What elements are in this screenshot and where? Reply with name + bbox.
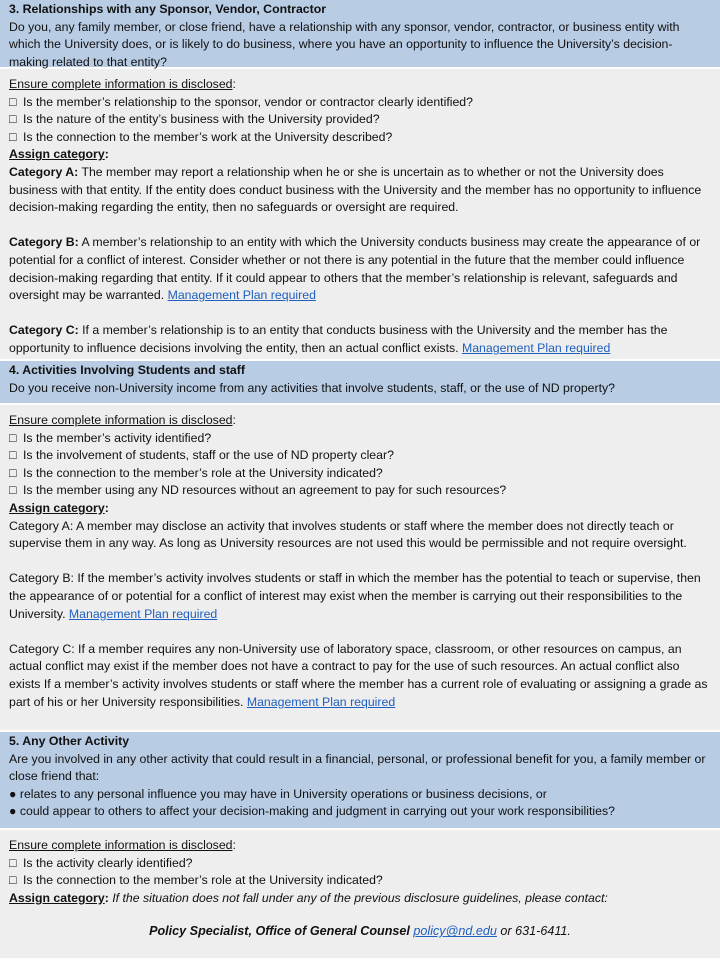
checkbox-icon: □ bbox=[9, 855, 17, 870]
category-b-paragraph: Category B: A member’s relationship to an entity with which the University conducts business may create the appearance of or potential for a conflict of interest. Consider whether or not there is any potential in the future that the member could influence decision-making regarding that entity. If it could appear to others that the member’s relationship is relevant, safeguards and oversight may be warranted. Management Plan required bbox=[9, 235, 701, 303]
checklist-item: □ Is the connection to the member’s role at the University indicated? bbox=[9, 465, 711, 483]
checklist-item: □ Is the connection to the member’s role at the University indicated? bbox=[9, 872, 711, 890]
checklist-item: □ Is the nature of the entity’s business with the University provided? bbox=[9, 111, 711, 129]
checklist-item: □ Is the activity clearly identified? bbox=[9, 855, 711, 873]
assign-label: Assign category bbox=[9, 890, 105, 905]
section-5-header bbox=[0, 732, 720, 830]
checkbox-icon: □ bbox=[9, 873, 17, 888]
checkbox-icon: □ bbox=[9, 94, 17, 109]
checkbox-icon: □ bbox=[9, 465, 17, 480]
email-link[interactable]: policy@nd.edu bbox=[413, 924, 497, 939]
checklist-item: □ Is the member’s activity identified? bbox=[9, 430, 711, 448]
management-plan-link[interactable]: Management Plan required bbox=[68, 606, 218, 621]
ensure-label: Ensure complete information is disclosed bbox=[9, 413, 233, 427]
section-3-body: Ensure complete information is disclosed: □ Is the member’s relationship to the sponsor, vendor or contractor clearly identified? □ Is the nature of the entity’s business with the University provided? □ Is the connection to the member’s work at the University described? Assign category: Category A: The member may report a relationship when he or she is uncertain as to whether or not the University does business with that entity. If the entity does conduct business with the University and the member has no opportunity to influence decision-making regarding the entity, then no safeguards or oversight are required. Category B: A member’s relationship to an entity with which the University conducts business may create the appearance of or potential for a conflict of interest. Consider whether or not there is any potential in the future that the member could influence decision-making regarding that entity. If it could appear to others that the member’s relationship is relevant, safeguards and oversight may be warranted. Management Plan required Category C: If a member’s relationship is to an entity that conducts business with the University and the member has the opportunity to influence decisions involving the entity, then an actual conflict exists. Management Plan required bbox=[0, 69, 720, 361]
category-a-paragraph: Category A: A member may disclose an activity that involves students or staff where the member does not directly teach or supervise them in any way. As long as University resources are not used this would be permissible and not require oversight. bbox=[9, 518, 687, 551]
checklist-item: □ Is the member’s relationship to the sponsor, vendor or contractor clearly identified? bbox=[9, 94, 711, 112]
section-3-title: 3. Relationships with any Sponsor, Vendor, Contractor bbox=[9, 2, 327, 16]
bullet-item: ● could appear to others to affect your decision-making and judgment in carrying out your work responsibilities? bbox=[9, 804, 615, 819]
category-a-paragraph: Category A: The member may report a relationship when he or she is uncertain as to whether or not the University does business with that entity. If the entity does conduct business with the University and the member has no opportunity to influence decision-making regarding the entity, then no safeguards or oversight are required. bbox=[9, 164, 702, 215]
phone-text: or 631-6411. bbox=[496, 924, 571, 939]
management-plan-link[interactable]: Management Plan required bbox=[246, 694, 396, 709]
section-5-question: Are you involved in any other activity that could result in a financial, personal, or professional benefit for you, a family member or close friend that: bbox=[9, 751, 706, 784]
category-c-paragraph: Category C: If a member requires any non-University use of laboratory space, classroom, or other resources on campus, an actual conflict may exist if the member does not have a contract to pay for the use of such resources. An actual conflict also exists If a member’s activity involves students or staff where the member has a current role of evaluating or assigning a grade as part of his or her University responsibilities. Management Plan required bbox=[9, 641, 708, 709]
assign-label: Assign category bbox=[9, 147, 105, 162]
checkbox-icon: □ bbox=[9, 430, 17, 445]
section-5-title: 5. Any Other Activity bbox=[9, 734, 130, 748]
category-b-paragraph: Category B: If the member’s activity involves students or staff in which the member has the potential to teach or supervise, then the appearance of or potential for a conflict of interest may exist when the member is carrying out their responsibilities to the University. Management Plan required bbox=[9, 571, 701, 621]
section-4-body: Ensure complete information is disclosed: □ Is the member’s activity identified? □ Is the involvement of students, staff or the use of ND property clear? □ Is the connection to the member’s role at the University indicated? □ Is the member using any ND resources without an agreement to pay for such resources? Assign category: Category A: A member may disclose an activity that involves students or staff where the member does not directly teach or supervise them in any way. As long as University resources are not used this would be permissible and not require oversight. Category B: If the member’s activity involves students or staff in which the member has the potential to teach or supervise, then the appearance of or potential for a conflict of interest may exist when the member is carrying out their responsibilities to the University. Management Plan required Category C: If a member requires any non-University use of laboratory space, classroom, or other resources on campus, an actual conflict may exist if the member does not have a contract to pay for the use of such resources. An actual conflict also exists If a member’s activity involves students or staff where the member has a current role of evaluating or assigning a grade as part of his or her University responsibilities. Management Plan required bbox=[0, 405, 720, 732]
section-4-header bbox=[0, 361, 720, 405]
section-4-title: 4. Activities Involving Students and staff bbox=[9, 363, 245, 377]
management-plan-link[interactable]: Management Plan required bbox=[167, 288, 316, 303]
assign-label: Assign category bbox=[9, 500, 105, 515]
checkbox-icon: □ bbox=[9, 129, 17, 144]
section-3-header bbox=[0, 0, 720, 69]
management-plan-link[interactable]: Management Plan required bbox=[461, 340, 611, 355]
contact-text: Policy Specialist, Office of General Counsel bbox=[149, 924, 414, 939]
section-5-body: Ensure complete information is disclosed: □ Is the activity clearly identified? □ Is the connection to the member’s role at the University indicated? Assign category: If the situation does not fall under any of the previous disclosure guidelines, please contact: Policy Specialist, Office of General Counsel policy@nd.edu or 631-6411. bbox=[0, 830, 720, 960]
checkbox-icon: □ bbox=[9, 112, 17, 127]
checklist-item: □ Is the member using any ND resources without an agreement to pay for such resources? bbox=[9, 482, 711, 500]
section-4-question: Do you receive non-University income from any activities that involve students, staff, or the use of ND property? bbox=[9, 380, 616, 395]
assign-note: If the situation does not fall under any of the previous disclosure guidelines, please contact: bbox=[112, 890, 608, 905]
contact-footer bbox=[9, 921, 711, 941]
bullet-item: ● relates to any personal influence you may have in University operations or business decisions, or bbox=[9, 786, 547, 801]
ensure-label: Ensure complete information is disclosed bbox=[9, 77, 233, 91]
checklist-item: □ Is the connection to the member’s work at the University described? bbox=[9, 129, 711, 147]
checklist-item: □ Is the involvement of students, staff or the use of ND property clear? bbox=[9, 447, 711, 465]
checkbox-icon: □ bbox=[9, 483, 17, 498]
category-c-paragraph: Category C: If a member’s relationship is to an entity that conducts business with the University and the member has the opportunity to influence decisions involving the entity, then an actual conflict exists. Management Plan required bbox=[9, 323, 668, 355]
ensure-label: Ensure complete information is disclosed bbox=[9, 838, 233, 852]
section-3-question: Do you, any family member, or close friend, have a relationship with any sponsor, vendor, contractor, or business entity with which the University does, or is likely to do business, where you have an opportunity to influence the University’s decision-making related to that entity? bbox=[9, 19, 680, 69]
checkbox-icon: □ bbox=[9, 448, 17, 463]
